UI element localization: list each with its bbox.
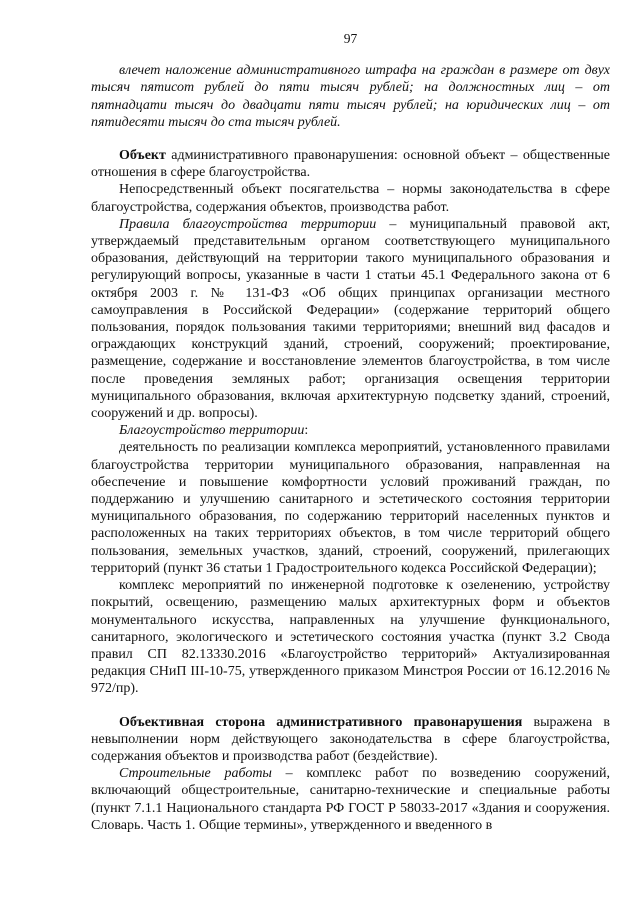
- penalty-paragraph: влечет наложение административного штрафа на граждан в размере от двух тысяч пятисот рублей до пяти тысяч рублей; на должностных лиц – от пятнадцати тысяч до двадцати пяти тысяч рублей; на юридических лиц – от пятидесяти тысяч до ста тысяч рублей.: [91, 63, 610, 130]
- construction-paragraph: [91, 765, 610, 834]
- improvement-heading: [91, 422, 610, 439]
- objective-side-term: Объективная сторона административного правонарушения: [119, 714, 523, 730]
- objective-side-paragraph: [91, 714, 610, 766]
- rules-term: Правила благоустройства территории: [119, 216, 377, 232]
- page-number: 97: [343, 31, 358, 46]
- construction-term: Строительные работы: [119, 766, 272, 782]
- object-text: административного правонарушения: основной объект – общественные отношения в сфере благоустройства.: [91, 148, 610, 181]
- improvement-definition-2: комплекс мероприятий по инженерной подготовке к озеленению, устройству покрытий, освещению, размещению малых архитектурных форм и объектов монументального искусства, направленных на улучшение функционального, санитарного, экологического и эстетического состояния участка (пункт 3.2 Свода правил СП 82.13330.2016 «Благоустройство территорий» Актуализированная редакция СНиП III-10-75, утвержденного приказом Минстроя России от 16.12.2016 № 972/пр).: [91, 578, 610, 697]
- rules-paragraph: [91, 216, 610, 422]
- object-term: Объект: [119, 148, 166, 164]
- improvement-definition-1: деятельность по реализации комплекса мероприятий, установленного правилами благоустройства территории муниципального образования, направленная на обеспечение и повышение комфортности условий проживаний граждан, по поддержанию и улучшению санитарного и эстетического состояния территории муниципального образования, по содержанию территорий населенных пунктов и расположенных на таких территориях объектов, в том числе территорий общего пользования, земельных участков, зданий, строений, сооружений, прилегающих территорий (пункт 36 статьи 1 Градостроительного кодекса Российской Федерации);: [91, 440, 610, 576]
- construction-text: – комплекс работ по возведению сооружений, включающий общестроительные, санитарно-технические и специальные работы (пункт 7.1.1 Национального стандарта РФ ГОСТ Р 58033-2017 «Здания и сооружения. Словарь. Часть 1. Общие термины», утвержденного и введенного в: [91, 766, 610, 833]
- immediate-object-paragraph: Непосредственный объект посягательства – нормы законодательства в сфере благоустройства, содержания объектов, производства работ.: [91, 182, 610, 215]
- rules-text: – муниципальный правовой акт, утверждаемый представительным органом соответствующего муниципального образования, действующий на территории такого муниципального образования и регулирующий вопросы, указанные в части 1 статьи 45.1 Федерального закона от 6 октября 2003 г. № 131-ФЗ «Об общих принципах организации местного самоуправления в Российской Федерации» (содержание территорий общего пользования, порядок пользования такими территориями; внешний вид фасадов и ограждающих конструкций зданий, строений, сооружений; проектирование, размещение, содержание и восстановление элементов благоустройства, в том числе после проведения земляных работ; организация освещения территории муниципального образования, включая архитектурную подсветку зданий, строений, сооружений и др. вопросы).: [91, 216, 611, 422]
- improvement-term: Благоустройство территории: [119, 423, 305, 439]
- object-paragraph: [91, 147, 610, 181]
- document-page: [91, 30, 610, 834]
- improvement-colon: :: [304, 423, 309, 439]
- objective-side-text: выражена в невыполнении норм действующего законодательства в сфере благоустройства, содержания объектов и производства работ (бездействие).: [91, 714, 610, 764]
